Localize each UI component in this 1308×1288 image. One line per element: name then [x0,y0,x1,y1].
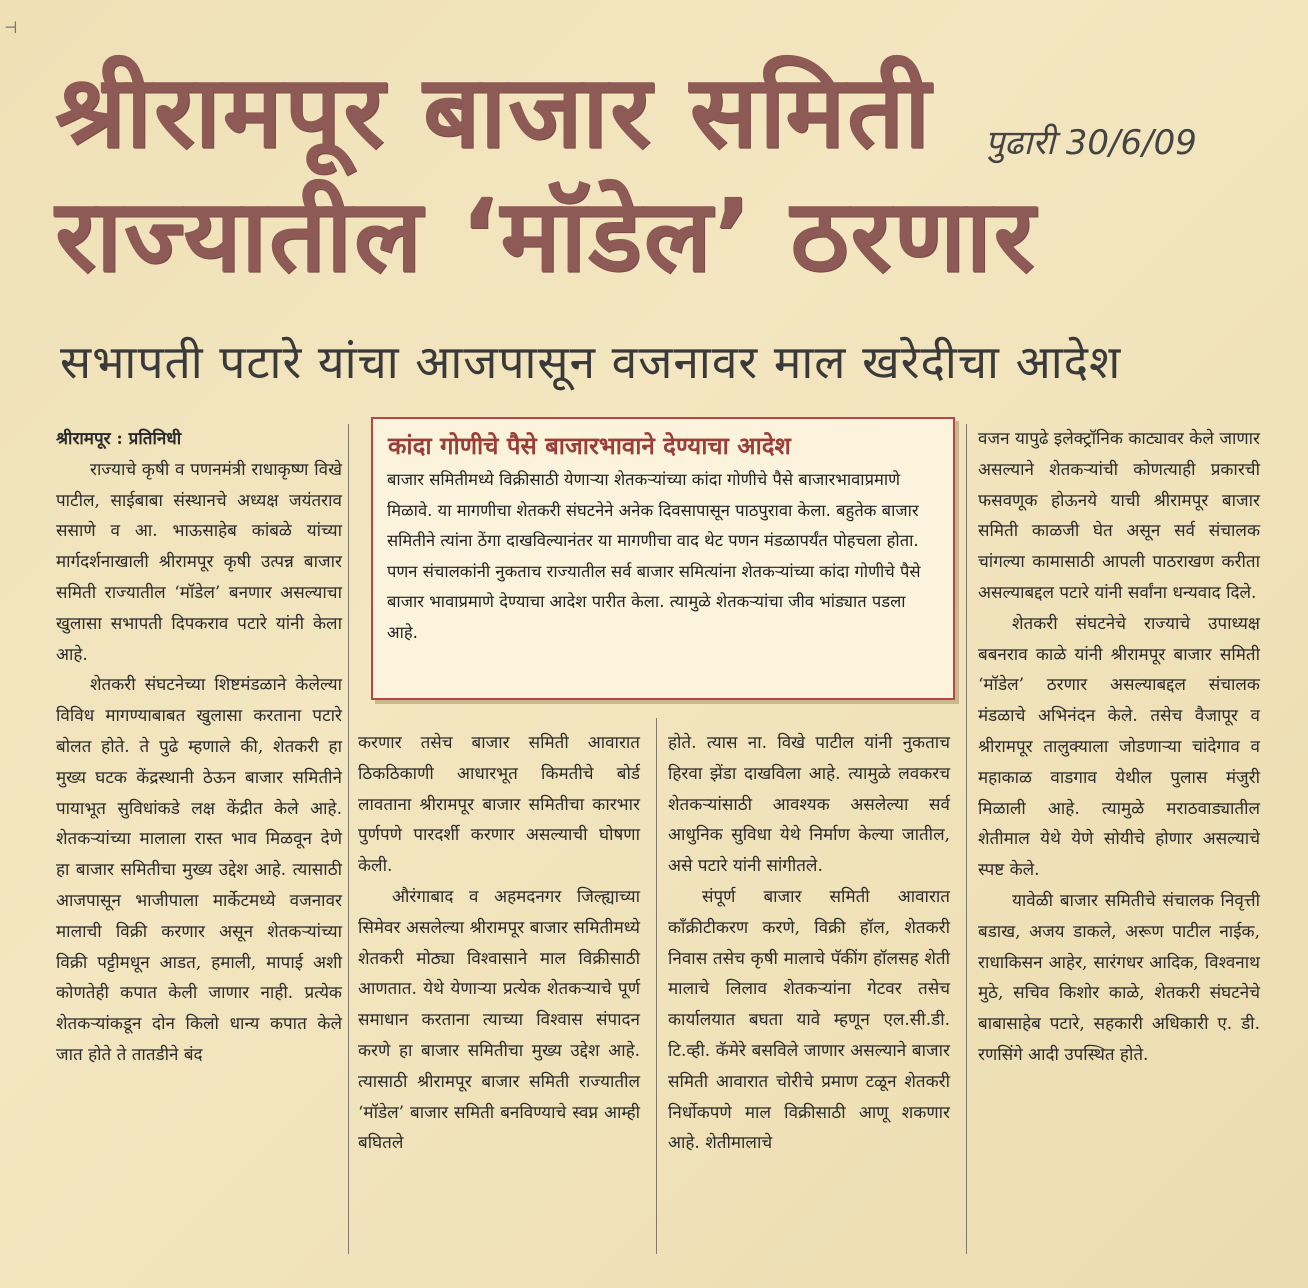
paragraph: संपूर्ण बाजार समिती आवारात कॉंक्रीटीकरण करणे, विक्री हॉल, शेतकरी निवास तसेच कृषी मालाचे पॅकींग हॉलसह शेती मालाचे लिलाव शेतकऱ्यांना गेटवर तसेच कार्यालयात बघता यावे म्हणून एल.सी.डी. टि.व्ही. कॅमेरे बसविले जाणार असल्याने बाजार समिती आवारात चोरीचे प्रमाण टळून शेतकरी निर्धोकपणे माल विक्रीसाठी आणू शकणार आहे. शेतीमालाचे [668,886,950,1154]
paragraph: राज्याचे कृषी व पणनमंत्री राधाकृष्ण विखे पाटील, साईबाबा संस्थानचे अध्यक्ष जयंतराव ससाणे व आ. भाऊसाहेब कांबळे यांच्या मार्गदर्शनाखाली श्रीरामपूर कृषी उत्पन्न बाजार समिती राज्यातील ‘मॉडेल’ बनणार असल्याचा खुलासा सभापती दिपकराव पटारे यांनी केला आहे. [56,459,342,665]
column-divider-center [656,718,657,1254]
column-divider-left [348,424,349,1254]
paragraph: औरंगाबाद व अहमदनगर जिल्ह्याच्या सिमेवर असलेल्या श्रीरामपूर बाजार समितीमध्ये शेतकरी मोठ्या विश्वासाने माल विक्रीसाठी आणतात. येथे येणाऱ्या प्रत्येक शेतकऱ्याचे पूर्ण समाधान करताना त्याच्या विश्वास संपादन करणे हा बाजार समितीचा मुख्य उद्देश आहे. त्यासाठी श्रीरामपूर बाजार समिती राज्यातील ‘मॉडेल’ बाजार समिती बनविण्याचे स्वप्न आम्ही बघितले [358,886,640,1154]
article-column-2 [358,728,640,1159]
handwritten-date: पुढारी 30/6/09 [985,123,1197,163]
paragraph: यावेळी बाजार समितीचे संचालक निवृत्ती बडाख, अजय डाकले, अरूण पाटील नाईक, राधाकिसन आहेर, सारंगधर आदिक, विश्वनाथ मुठे, सचिव किशोर काळे, शेतकरी संघटनेचे बाबासाहेब पटारे, सहकारी अधिकारी ए. डी. रणसिंगे आदी उपस्थित होते. [978,890,1260,1065]
headline-line-1: श्रीरामपूर बाजार समिती [55,53,932,170]
article-column-3 [668,728,950,1159]
paragraph: शेतकरी संघटनेचे राज्याचे उपाध्यक्ष बबनराव काळे यांनी श्रीरामपूर बाजार समिती ‘मॉडेल’ ठरणार असल्याबद्दल संचालक मंडळाचे अभिनंदन केले. तसेच वैजापूर व श्रीरामपूर तालुक्याला जोडणाऱ्या चांदेगाव व महाकाळ वाडगाव येथील पुलास मंजुरी मिळाली आहे. त्यामुळे मराठवाड्यातील शेतीमाल येथे येणे सोयीचे होणार असल्याचे स्पष्ट केले. [978,613,1260,881]
headline-line-2: राज्यातील ‘मॉडेल’ ठरणार [55,177,1037,294]
paragraph: करणार तसेच बाजार समिती आवारात ठिकठिकाणी आधारभूत किमतीचे बोर्ड लावताना श्रीरामपूर बाजार समितीचा कारभार पुर्णपणे पारदर्शी करणार असल्याची घोषणा केली. [358,733,640,877]
paragraph: वजन यापुढे इलेक्ट्रॉनिक काट्यावर केले जाणार असल्याने शेतकऱ्यांची कोणत्याही प्रकारची फसवणूक होऊनये याची श्रीरामपूर बाजार समिती काळजी घेत असून सर्व संचालक चांगल्या कामासाठी आपली पाठराखण करीता असल्याबद्दल पटारे यांनी सर्वांना धन्यवाद दिले. [978,429,1260,603]
margin-mark: ⊣ [4,18,18,37]
subheadline: सभापती पटारे यांचा आजपासून वजनावर माल खरेदीचा आदेश [60,335,1122,389]
byline: श्रीरामपूर : प्रतिनिधी [56,429,182,449]
article-column-4 [978,424,1260,1071]
article-column-1 [56,424,342,1071]
column-divider-right [966,424,967,1254]
highlight-box-title: कांदा गोणीचे पैसे बाजारभावाने देण्याचा आदेश [388,432,791,460]
paragraph: शेतकरी संघटनेच्या शिष्टमंडळाने केलेल्या विविध मागण्याबाबत खुलासा करताना पटारे बोलत होते. ते पुढे म्हणाले की, शेतकरी हा मुख्य घटक केंद्रस्थानी ठेऊन बाजार समितीने पायाभूत सुविधांकडे लक्ष केंद्रीत केले आहे. शेतकऱ्यांच्या मालाला रास्त भाव मिळवून देणे हा बाजार समितीचा मुख्य उद्देश आहे. त्यासाठी आजपासून भाजीपाला मार्केटमध्ये वजनावर मालाची विक्री करणार असून शेतकऱ्यांच्या विक्री पट्टीमधून आडत, हमाली, मापाई अशी कोणतेही कपात केली जाणार नाही. प्रत्येक शेतकऱ्यांकडून दोन किलो धान्य कपात केले जात होते ते तातडीने बंद [56,675,342,1065]
highlight-box [371,417,955,700]
paragraph: होते. त्यास ना. विखे पाटील यांनी नुकताच हिरवा झेंडा दाखविला आहे. त्यामुळे लवकरच शेतकऱ्यांसाठी आवश्यक असलेल्या सर्व आधुनिक सुविधा येथे निर्माण केल्या जातील, असे पटारे यांनी सांगीतले. [668,733,950,877]
highlight-box-body: बाजार समितीमध्ये विक्रीसाठी येणाऱ्या शेतकऱ्यांच्या कांदा गोणीचे पैसे बाजारभावाप्रमाणे मिळावे. या मागणीचा शेतकरी संघटनेने अनेक दिवसापासून पाठपुरावा केला. बहुतेक बाजार समितीने त्यांना ठेंगा दाखविल्यानंतर या मागणीचा वाद थेट पणन मंडळापर्यंत पोहचला होता. पणन संचालकांनी नुकताच राज्यातील सर्व बाजार समित्यांना शेतकऱ्यांच्या कांदा गोणीचे पैसे बाजार भावाप्रमाणे देण्याचा आदेश पारीत केला. त्यामुळे शेतकऱ्यांचा जीव भांड्यात पडला आहे. [387,470,921,642]
